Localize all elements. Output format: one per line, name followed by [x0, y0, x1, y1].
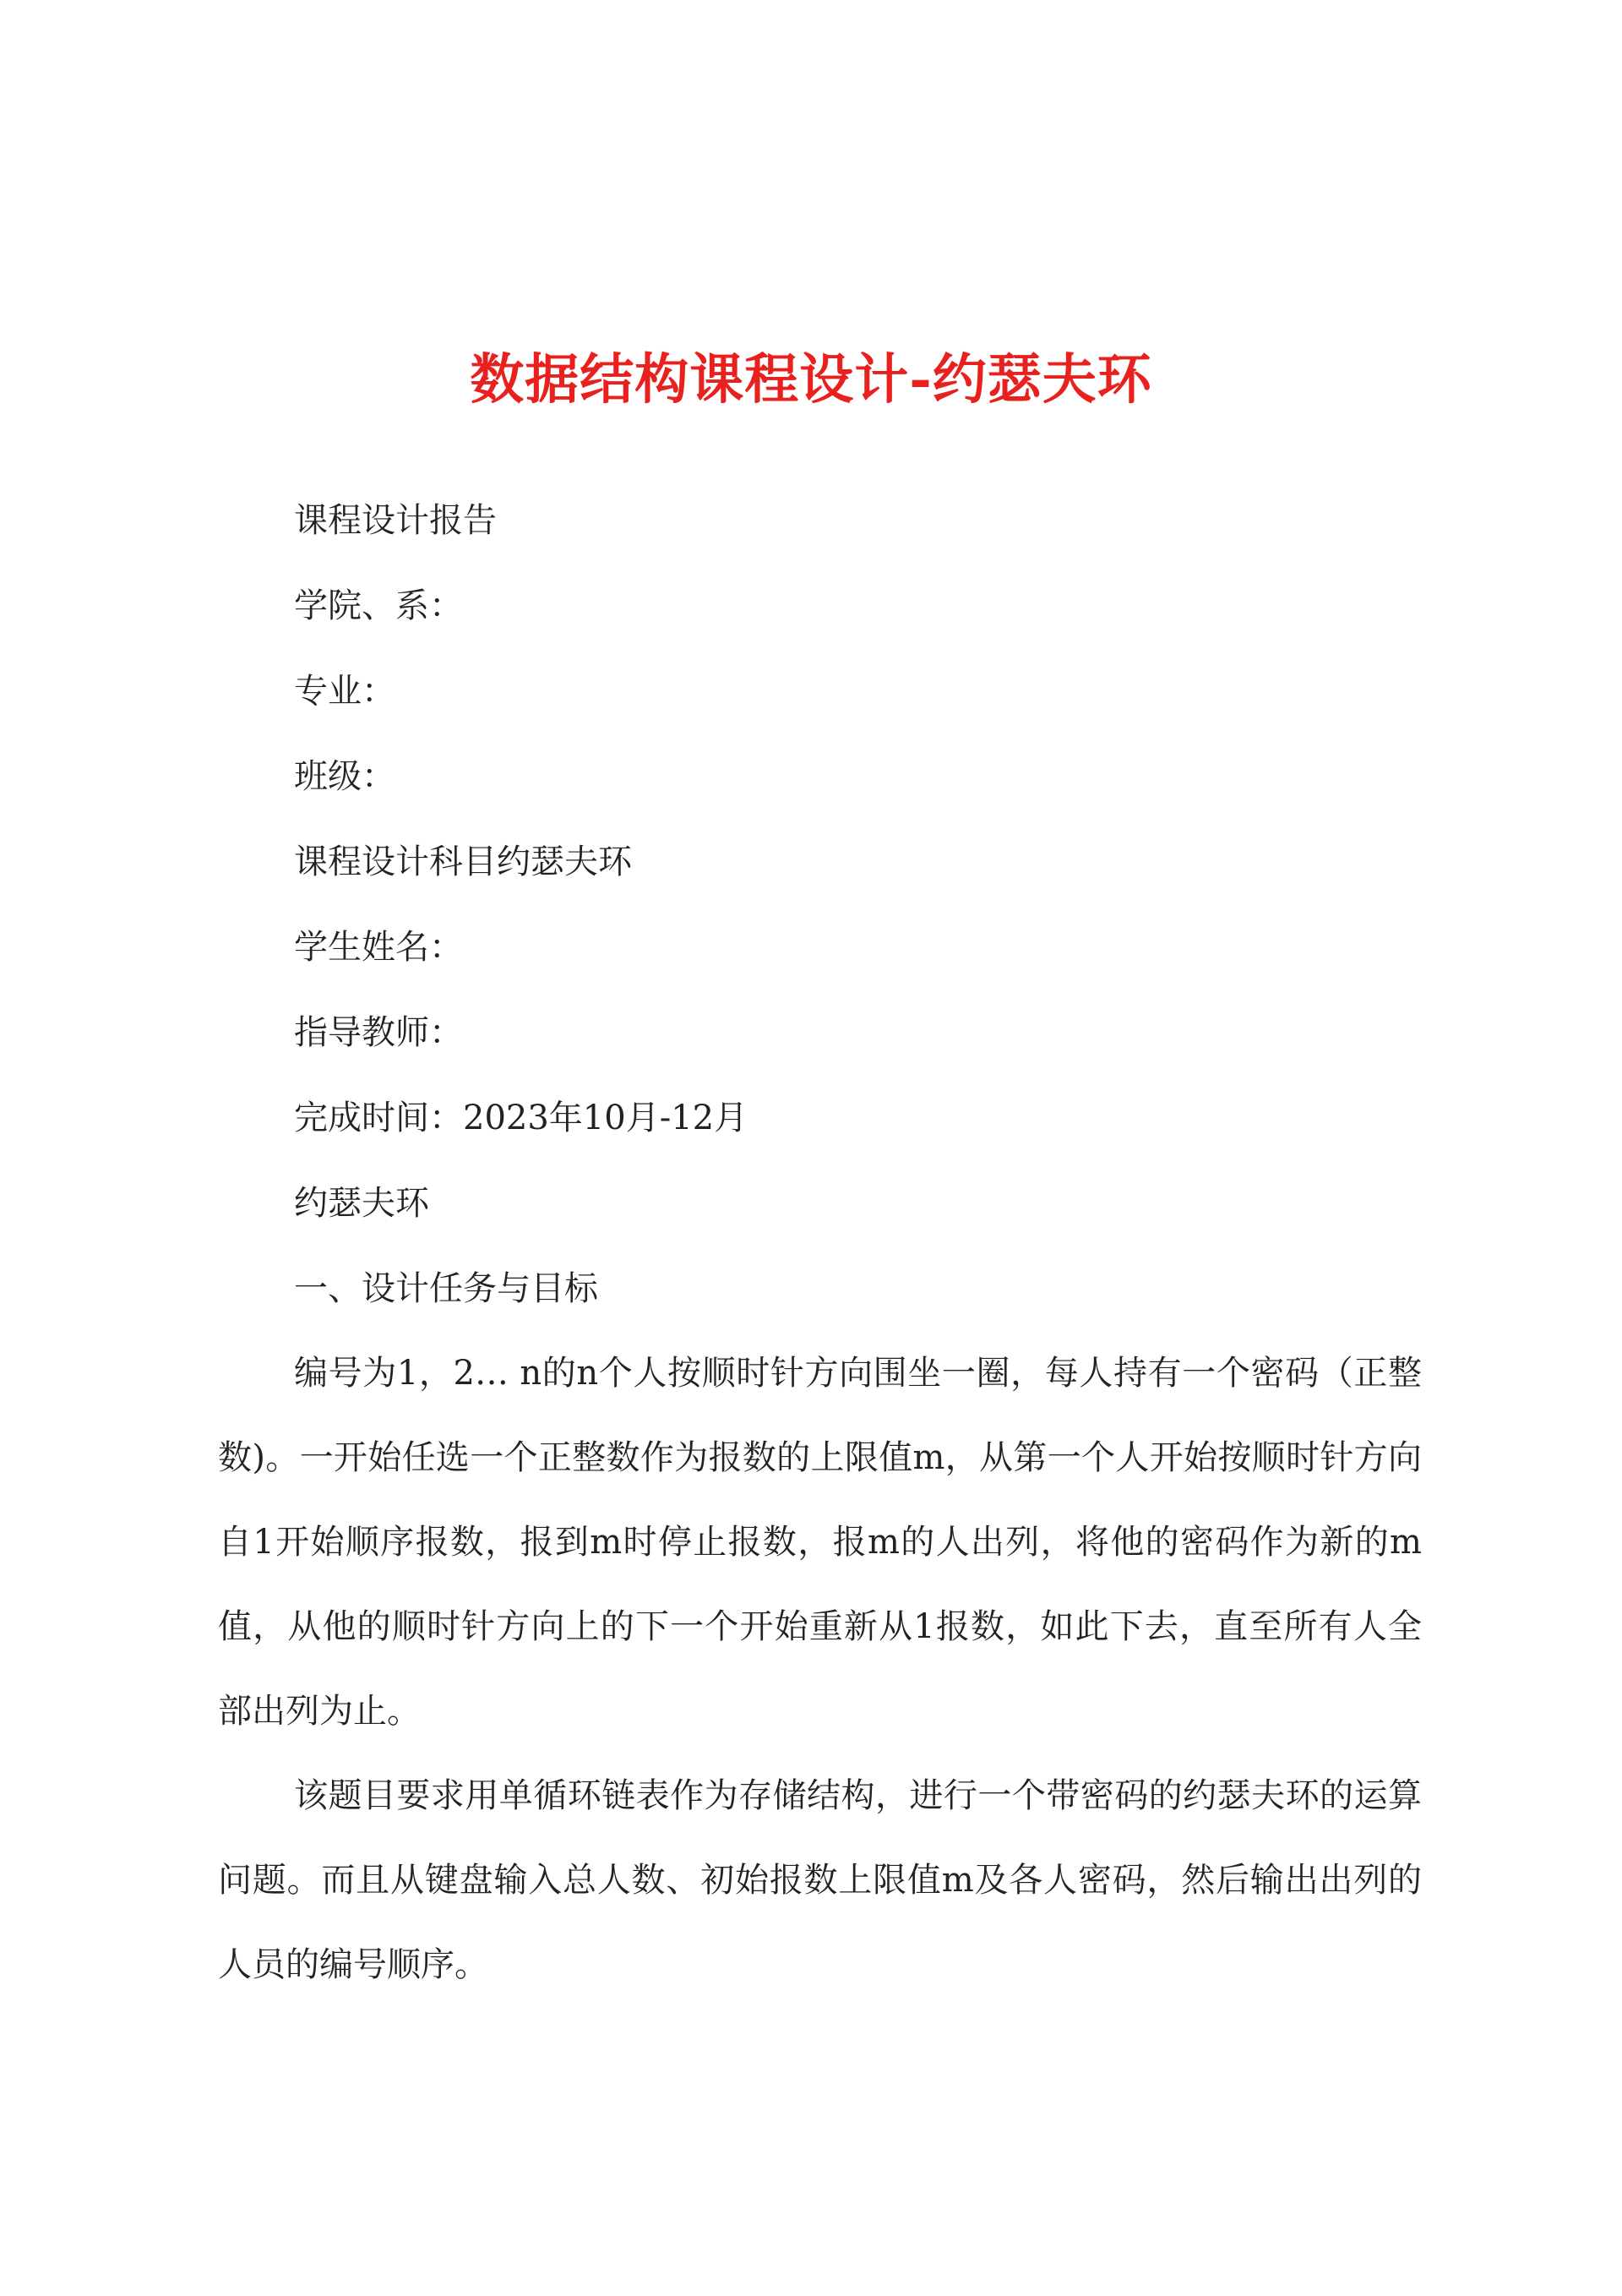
- task-description-paragraph: 编号为1，2… n的n个人按顺时针方向围坐一圈，每人持有一个密码（正整数)。一开始任选一个正整数作为报数的上限值m，从第一个人开始按顺时针方向自1开始顺序报数，报到m时停止报数，报m的人出列，将他的密码作为新的m值，从他的顺时针方向上的下一个开始重新从1报数，如此下去，直至所有人全部出列为止。: [218, 1354, 1422, 1731]
- student-name-field: 学生姓名：: [294, 928, 463, 967]
- requirement-paragraph: 该题目要求用单循环链表作为存储结构，进行一个带密码的约瑟夫环的运算问题。而且从键盘输入总人数、初始报数上限值m及各人密码，然后输出出列的人员的编号顺序。: [218, 1776, 1422, 1984]
- section-label: 约瑟夫环: [294, 1184, 429, 1223]
- completion-time-field: 完成时间：2023年10月-12月: [294, 1099, 748, 1137]
- major-field: 专业：: [294, 672, 395, 711]
- college-field: 学院、系：: [294, 586, 463, 625]
- advisor-field: 指导教师：: [294, 1013, 463, 1052]
- class-field: 班级：: [294, 757, 395, 796]
- document-title: 数据结构课程设计-约瑟夫环: [470, 348, 1152, 412]
- subject-field: 课程设计科目约瑟夫环: [294, 843, 632, 881]
- report-label: 课程设计报告: [294, 501, 497, 540]
- section-heading: 一、设计任务与目标: [294, 1269, 598, 1308]
